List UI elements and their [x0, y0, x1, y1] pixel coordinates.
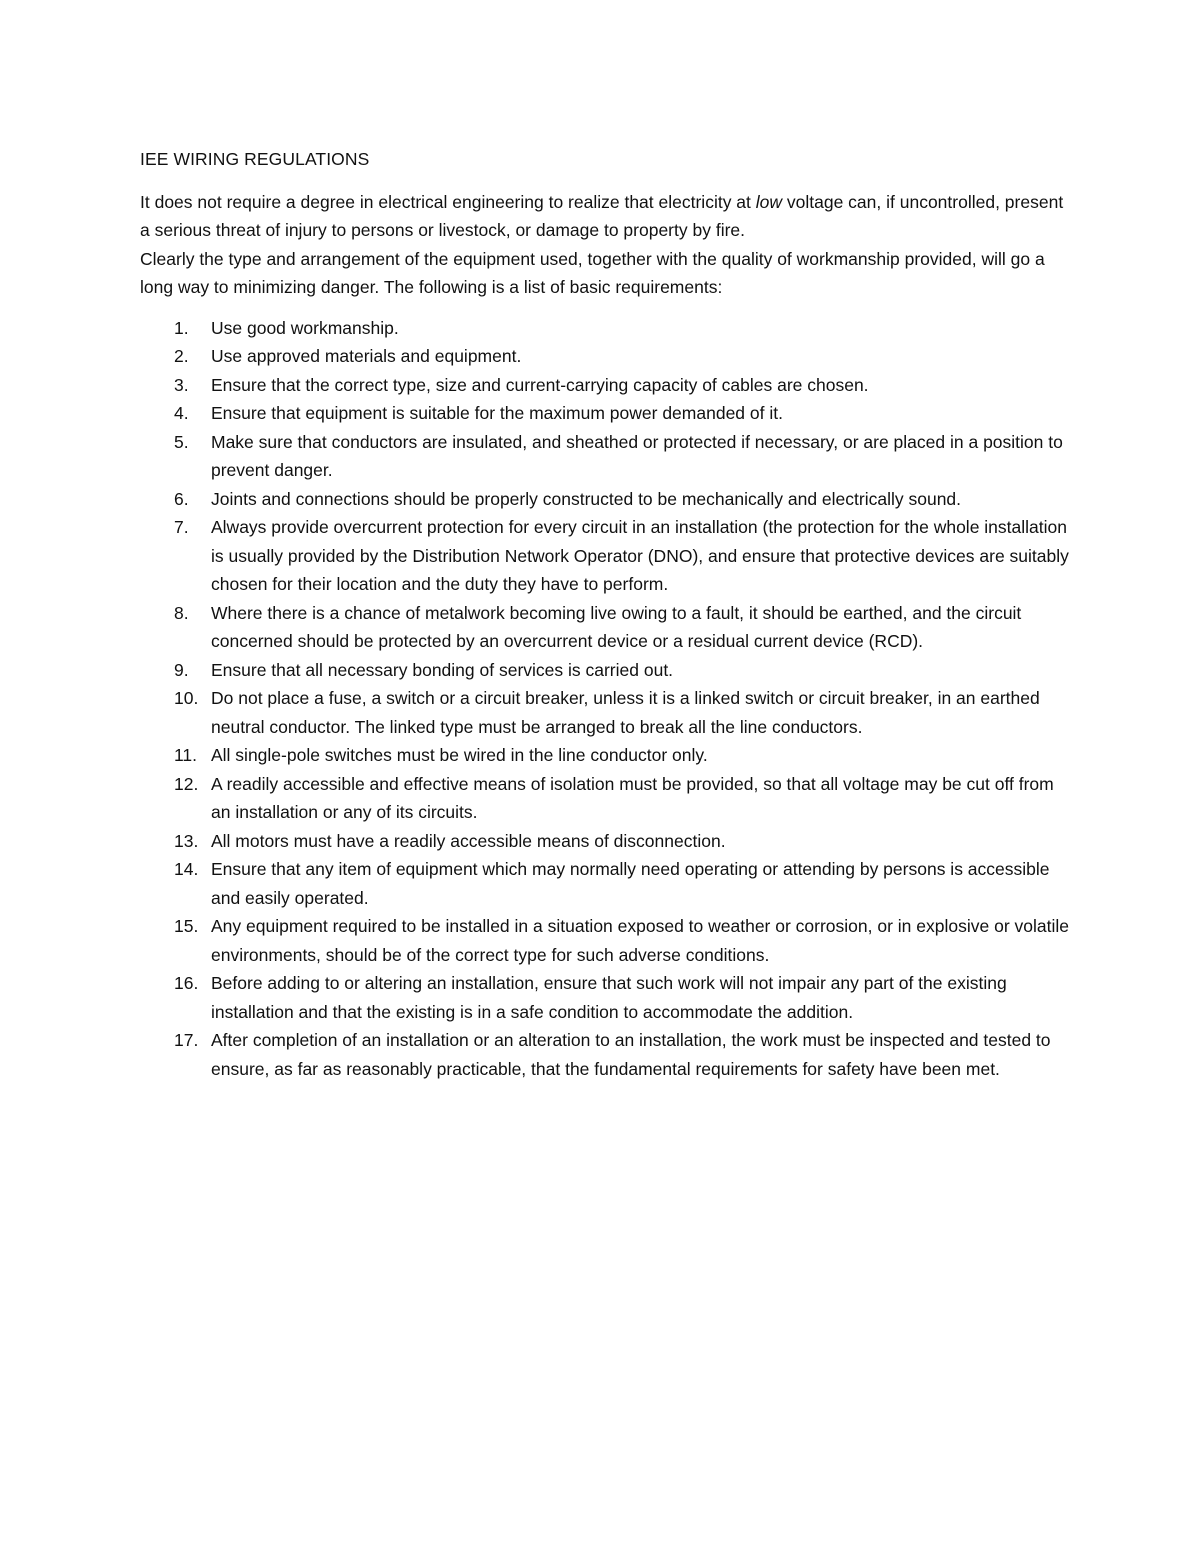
list-item-number: 2. [174, 346, 189, 366]
intro-text-part1: It does not require a degree in electrical engineering to realize that electricity at [140, 191, 756, 212]
list-item-number: 16. [174, 973, 199, 993]
list-item-text: Do not place a fuse, a switch or a circuit breaker, unless it is a linked switch or circuit breaker, in an earthed neutral conductor. The linked type must be arranged to break all the line conductors. [211, 688, 1040, 737]
list-item-text: Ensure that equipment is suitable for the maximum power demanded of it. [211, 403, 783, 423]
list-item [140, 770, 1070, 827]
list-item-number: 5. [174, 431, 189, 452]
list-item-text: After completion of an installation or an alteration to an installation, the work must be inspected and tested to ensure, as far as reasonably practicable, that the fundamental requirements for safety have been met. [211, 1030, 1051, 1079]
list-item-number: 10. [174, 688, 199, 708]
list-item [140, 399, 1070, 428]
intro-paragraph [140, 188, 1070, 245]
list-item-text: Use approved materials and equipment. [211, 346, 522, 366]
list-item-number: 11. [174, 745, 198, 765]
list-item-text: Ensure that any item of equipment which may normally need operating or attending by persons is accessible and easily operated. [211, 859, 1050, 908]
list-item-number: 15. [174, 916, 199, 936]
list-item [140, 513, 1070, 599]
list-item-text: Make sure that conductors are insulated, and sheathed or protected if necessary, or are placed in a position to prevent danger. [211, 431, 1063, 480]
list-item [140, 599, 1070, 656]
list-item [140, 912, 1070, 969]
list-item [140, 684, 1070, 741]
list-item-text: All single-pole switches must be wired in the line conductor only. [211, 745, 708, 765]
list-item-text: A readily accessible and effective means of isolation must be provided, so that all voltage may be cut off from an installation or any of its circuits. [211, 773, 1054, 822]
intro-text-part2: voltage can, if uncontrolled, present a serious threat of injury to persons or livestock, or damage to property by fire. [140, 191, 1064, 240]
list-item-text: Ensure that all necessary bonding of services is carried out. [211, 659, 674, 680]
list-item [140, 485, 1070, 514]
list-item-text: All motors must have a readily accessible means of disconnection. [211, 830, 726, 851]
list-item-number: 13. [174, 830, 199, 851]
list-item [140, 314, 1070, 343]
list-item-text: Before adding to or altering an installation, ensure that such work will not impair any part of the existing installation and that the existing is in a safe condition to accommodate the addition. [211, 973, 1007, 1022]
list-item-number: 7. [174, 517, 189, 537]
list-item [140, 969, 1070, 1026]
list-item [140, 342, 1070, 371]
list-item-number: 9. [174, 659, 189, 680]
list-item-number: 12. [174, 773, 199, 794]
list-item-number: 14. [174, 859, 199, 879]
list-item-text: Joints and connections should be properly constructed to be mechanically and electrically sound. [211, 488, 962, 509]
list-item-number: 8. [174, 602, 189, 623]
list-item-number: 6. [174, 488, 189, 509]
list-item [140, 428, 1070, 485]
list-item-text: Always provide overcurrent protection for every circuit in an installation (the protection for the whole installation is usually provided by the Distribution Network Operator (DNO), and ensure that protective devices are suitably chosen for their location and the duty they have to perform. [211, 517, 1069, 594]
list-item [140, 656, 1070, 685]
list-item [140, 371, 1070, 400]
requirements-intro-paragraph: Clearly the type and arrangement of the equipment used, together with the quality of workmanship provided, will go a long way to minimizing danger. The following is a list of basic requirements: [140, 248, 1045, 297]
list-item-text: Use good workmanship. [211, 317, 399, 338]
requirements-list [140, 314, 1070, 1084]
list-item-text: Where there is a chance of metalwork becoming live owing to a fault, it should be earthed, and the circuit concerned should be protected by an overcurrent device or a residual current device (RCD). [211, 602, 1022, 651]
list-item [140, 741, 1070, 770]
list-item-number: 3. [174, 374, 189, 395]
list-item-text: Ensure that the correct type, size and current-carrying capacity of cables are chosen. [211, 374, 869, 395]
list-item-text: Any equipment required to be installed in a situation exposed to weather or corrosion, or in explosive or volatile environments, should be of the correct type for such adverse conditions. [211, 916, 1069, 965]
document-page [140, 145, 1070, 1083]
intro-emphasis: low [755, 191, 783, 212]
list-item-number: 1. [174, 317, 189, 338]
list-item [140, 827, 1070, 856]
list-item [140, 855, 1070, 912]
list-item-number: 17. [174, 1030, 199, 1050]
list-item-number: 4. [174, 403, 189, 423]
document-title: IEE WIRING REGULATIONS [140, 149, 370, 169]
list-item [140, 1026, 1070, 1083]
